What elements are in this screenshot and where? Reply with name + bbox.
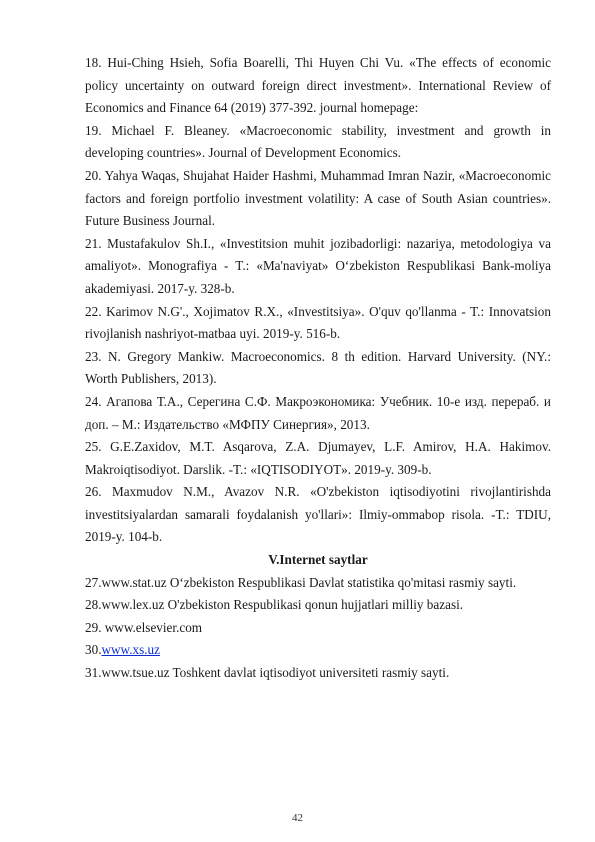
reference-30 bbox=[85, 639, 551, 662]
reference-31: 31.www.tsue.uz Toshkent davlat iqtisodiyot universiteti rasmiy sayti. bbox=[85, 665, 450, 681]
reference-19: 19. Michael F. Bleaney. «Macroeconomic stability, investment and growth in developing countries». Journal of Development Economics. bbox=[85, 122, 551, 161]
reference-25: 25. G.E.Zaxidov, M.T. Asqarova, Z.A. Djumayev, L.F. Amirov, H.A. Hakimov. Makroiqtisodiyot. Darslik. -T.: «IQTISODIYOT». 2019-y. 309-b. bbox=[85, 439, 551, 477]
reference-24: 24. Агапова Т.А., Серегина С.Ф. Макроэкономика: Учебник. 10-е изд. перераб. и доп. – М.: Издательство «МФПУ Синергия», 2013. bbox=[85, 393, 551, 432]
reference-23: 23. N. Gregory Mankiw. Macroeconomics. 8 th edition. Harvard University. (NY.: Worth Publishers, 2013). bbox=[85, 348, 551, 387]
reference-30-number: 30. bbox=[85, 642, 102, 658]
reference-29: 29. www.elsevier.com bbox=[85, 619, 203, 635]
reference-21: 21. Mustafakulov Sh.I., «Investitsion muhit jozibadorligi: nazariya, metodologiya va amaliyot». Monografiya - T.: «Ma'naviyat» O‘zbekiston Respublikasi Bank-moliya akademiyasi. 2017-y. 328-b. bbox=[85, 235, 551, 296]
section-heading-internet: V.Internet saytlar bbox=[268, 552, 368, 568]
reference-18: 18. Hui-Ching Hsieh, Sofia Boarelli, Thi Huyen Chi Vu. «The effects of economic policy uncertainty on outward foreign direct investment». International Review of Economics and Finance 64 (2019) 377-392. journal homepage: bbox=[85, 55, 551, 116]
reference-26: 26. Maxmudov N.M., Avazov N.R. «O'zbekiston iqtisodiyotini rivojlantirishda investitsiyalardan samarali foydalanish yo'llari»: Ilmiy-ommabop risola. -T.: TDIU, 2019-y. 104-b. bbox=[85, 484, 551, 545]
reference-28: 28.www.lex.uz O'zbekiston Respublikasi qonun hujjatlari milliy bazasi. bbox=[85, 597, 464, 613]
reference-27: 27.www.stat.uz O‘zbekiston Respublikasi Davlat statistika qo'mitasi rasmiy sayti. bbox=[85, 574, 517, 590]
xs-uz-link[interactable]: www.xs.uz bbox=[101, 642, 160, 658]
page-number: 42 bbox=[292, 812, 303, 824]
document-body bbox=[85, 52, 551, 685]
reference-20: 20. Yahya Waqas, Shujahat Haider Hashmi, Muhammad Imran Nazir, «Macroeconomic factors and foreign portfolio investment volatility: A case of South Asian countries». Future Business Journal. bbox=[85, 167, 551, 229]
reference-22: 22. Karimov N.G'., Xojimatov R.X., «Investitsiya». O'quv qo'llanma - T.: Innovatsion rivojlanish nashriyot-matbaa uyi. 2019-y. 516-b. bbox=[85, 303, 551, 342]
